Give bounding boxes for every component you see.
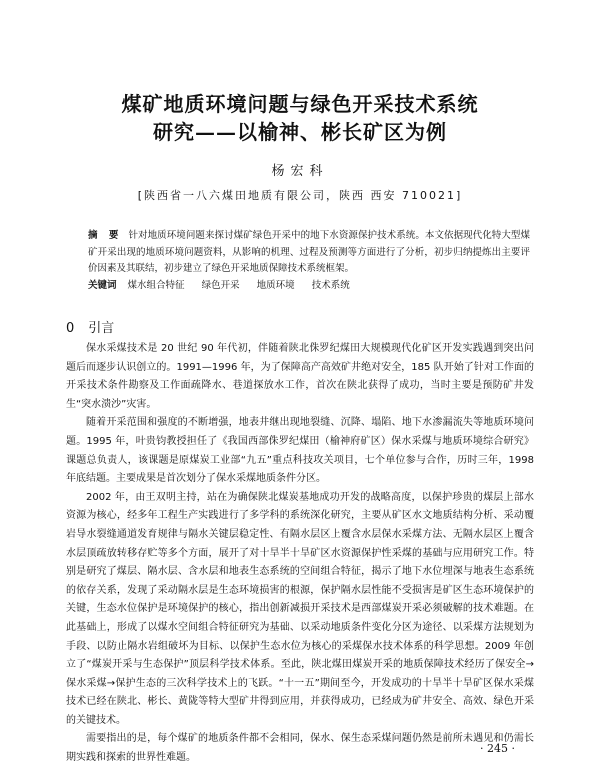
title-line-2: 研究——以榆神、彬长矿区为例 (153, 120, 447, 144)
keywords-label: 关键词 (88, 280, 117, 291)
section-number: 0 (66, 321, 75, 336)
section-title: 引言 (88, 321, 115, 336)
body-text (66, 340, 534, 768)
keywords-block (88, 278, 530, 294)
body-paragraph: 需要指出的是，每个煤矿的地质条件都不会相同，保水、保生态采煤问题仍然是前所未遇见和仍需长期实践和探索的世界性难题。 (66, 733, 534, 764)
page-number: · 245 · (480, 742, 515, 755)
title-line-1: 煤矿地质环境问题与绿色开采技术系统 (121, 92, 479, 116)
keyword-item: 绿色开采 (201, 280, 240, 291)
section-heading (66, 317, 114, 336)
keyword-item: 煤水组合特征 (127, 280, 185, 291)
body-paragraph: 随着开采范围和强度的不断增强，地表井继出现地裂缝、沉降、塌陷、地下水渗漏流失等地质环境问题。1995 年，叶贵钧教授担任了《我国西部侏罗纪煤田（榆神府矿区）保水采煤与地质环境综合研究》课题总负责人，该课题是原煤炭工业部“九五”重点科技攻关项目，七个单位参与合作，历时三年，1998 年底结题。主要成果是首次划分了保水采煤地质条件分区。 (66, 417, 534, 485)
body-paragraph: 保水采煤技术是 20 世纪 90 年代初，伴随着陕北侏罗纪煤田大规模现代化矿区开发实践遇到突出问题后而逐步认识创立的。1991—1996 年，为了保障高产高效矿井绝对安全，185 队开始了针对工作面的开采技术条件勘察及工作面疏降水、巷道探放水工作，首次在陕北获得了成功，当时主要是预防矿井发生“突水溃沙”灾害。 (66, 343, 534, 410)
abstract-label: 摘 要 (88, 230, 123, 241)
abstract-block (88, 228, 530, 278)
body-paragraph: 2002 年，由王双明主持，站在为确保陕北煤炭基地成功开发的战略高度，以保护珍贵的煤层上部水资源为核心，经多年工程生产实践进行了多学科的系统深化研究，主要从矿区水文地质结构分析、采动覆岩导水裂缝通道发育规律与隔水关键层稳定性、有隔水层区上覆含水层保水采煤方法、无隔水层区上覆含水层顶疏放转移存贮等多个方面，展开了对十旱半十旱矿区水资源保护性采煤的基础与应用研究工作。特别是研究了煤层、隔水层、含水层和地表生态系统的空间组合特征，揭示了地下水位埋深与地表生态系统的依存关系，发现了采动隔水层是生态环境损害的根源，保护隔水层性能不受损害是矿区生态环境保护的关键，生态水位保护是环境保护的核心，指出创新减损开采技术是西部煤炭开采必须破解的技术难题。在此基础上，形成了以煤水空间组合特征研究为基础、以采动地质条件变化分区为途径、以采煤方法规划为手段、以防止隔水岩组破坏为目标、以保护生态水位为核心的采煤保水技术体系的科学思想。2009 年创立了“煤炭开采与生态保护”顶层科学技术体系。至此，陕北煤田煤炭开采的地质保障技术经历了保安全→保水采煤→保护生态的三次科学技术上的飞跃。“十一五”期间至今，开发成功的十旱半十旱矿区保水采煤技术已经在陕北、彬长、黄陇等特大型矿井得到应用，并获得成功，已经成为矿井安全、高效、绿色开采的关键技术。 (66, 491, 534, 726)
keyword-item: 地质环境 (256, 280, 295, 291)
abstract-text: 针对地质环境问题来探讨煤矿绿色开采中的地下水资源保护技术系统。本文依据现代化特大型煤矿开采出现的地质环境问题资料，从影响的机理、过程及预测等方面进行了分析，初步归纳提炼出主要评价因素及其联结，初步建立了绿色开采地质保障技术系统框架。 (88, 230, 530, 274)
author-affiliation: [陕西省一八六煤田地质有限公司，陕西 西安 710021] (137, 189, 463, 202)
author-name: 杨宏科 (271, 164, 329, 179)
keyword-item: 技术系统 (311, 280, 350, 291)
